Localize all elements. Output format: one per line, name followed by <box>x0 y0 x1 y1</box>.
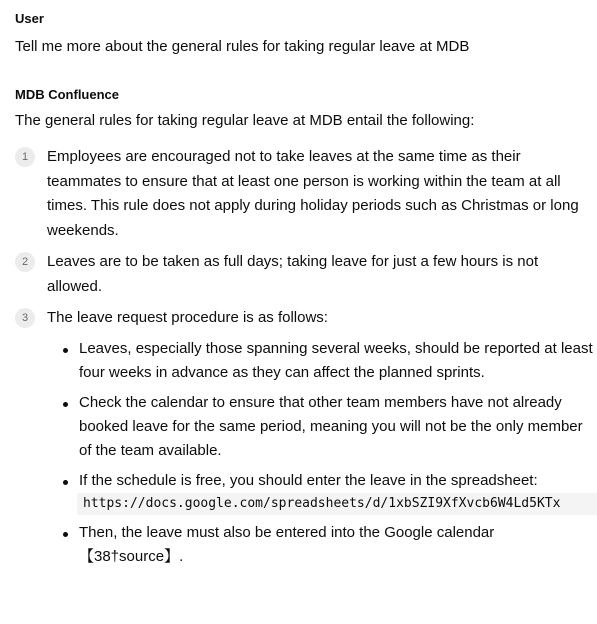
list-item <box>15 250 597 299</box>
user-message <box>15 10 597 59</box>
bullet-dot <box>63 402 68 407</box>
trailing-period: . <box>179 547 184 565</box>
source-citation[interactable]: 【38†source】 <box>79 547 180 565</box>
user-message-text: Tell me more about the general rules for taking regular leave at MDB <box>15 38 470 55</box>
sublist-item <box>47 469 597 515</box>
assistant-intro-text: The general rules for taking regular leave at MDB entail the following: <box>15 112 475 129</box>
list-item <box>15 145 597 243</box>
user-author-label: User <box>15 11 44 26</box>
sublist-item <box>47 521 597 569</box>
sublist-item-text: Then, the leave must also be entered into the Google calendar <box>79 523 495 541</box>
sublist-item-text: If the schedule is free, you should enter the leave in the spreadsheet: <box>79 471 538 489</box>
bullet-dot <box>63 348 68 353</box>
assistant-author-label: MDB Confluence <box>15 87 119 102</box>
list-item-text: The leave request procedure is as follows: <box>47 309 328 326</box>
sublist-item-text: Check the calendar to ensure that other team members have not already booked leave for the same period, meaning you will not be the only member of the team available. <box>79 393 583 459</box>
sublist-item <box>47 337 597 385</box>
list-number-badge: 3 <box>15 308 35 328</box>
list-item-text: Leaves are to be taken as full days; taking leave for just a few hours is not allowed. <box>47 253 539 295</box>
chat-thread <box>15 10 597 576</box>
procedure-sublist <box>47 337 597 569</box>
rules-list <box>15 145 597 569</box>
bullet-dot <box>63 480 68 485</box>
list-number-badge: 1 <box>15 147 35 167</box>
list-item-text: Employees are encouraged not to take leaves at the same time as their teammates to ensure that at least one person is working within the team at all times. This rule does not apply during holiday periods such as Christmas or long weekends. <box>47 148 579 239</box>
sublist-item-text: Leaves, especially those spanning several weeks, should be reported at least four weeks in advance as they can affect the planned sprints. <box>79 339 593 381</box>
bullet-dot <box>63 532 68 537</box>
list-item <box>15 306 597 569</box>
sublist-item <box>47 391 597 463</box>
assistant-message <box>15 86 597 569</box>
spreadsheet-url-code[interactable]: https://docs.google.com/spreadsheets/d/1xbSZI9XfXvcb6W4Ld5KTx <box>77 493 597 515</box>
list-number-badge: 2 <box>15 252 35 272</box>
